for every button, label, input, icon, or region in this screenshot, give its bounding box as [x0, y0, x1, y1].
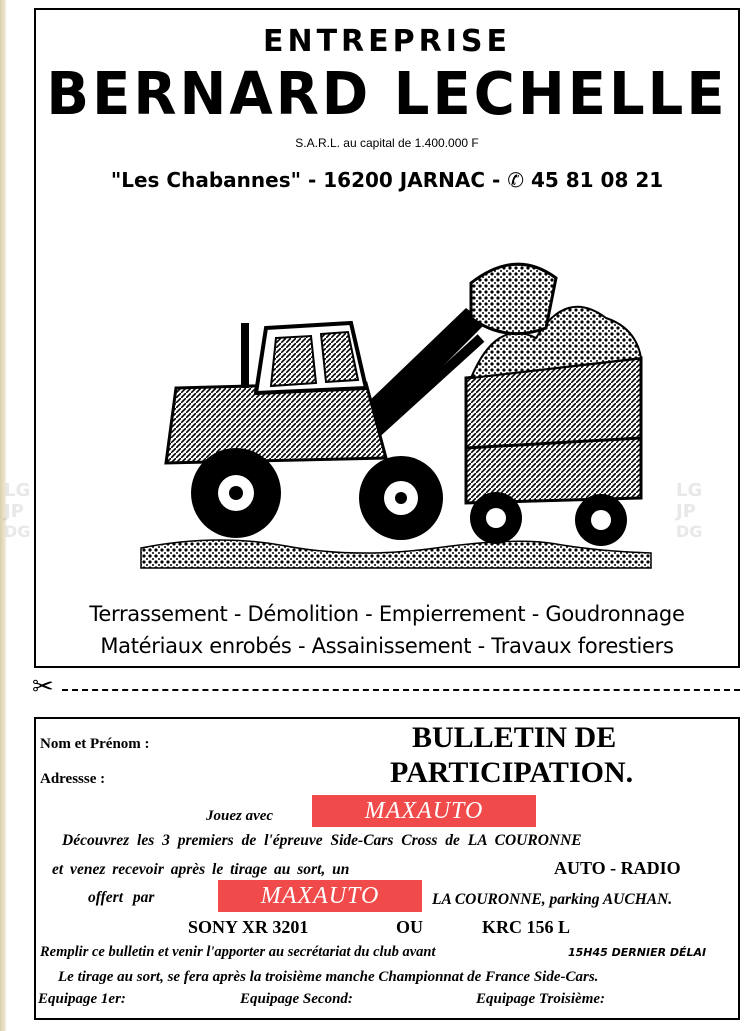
crew-second-label: Equipage Second:: [240, 991, 353, 1007]
watermark-logo: LG JP DG: [676, 480, 703, 541]
instructions-text: Remplir ce bulletin et venir l'apporter au secrétariat du club avant: [40, 944, 436, 960]
offered-by-text: offert par: [88, 889, 155, 906]
dashed-divider: [62, 689, 740, 691]
or-text: OU: [396, 917, 423, 937]
location-text: LA COURONNE, parking AUCHAN.: [432, 891, 673, 908]
play-with-text: Jouez avec: [206, 808, 274, 824]
wheel-loader-illustration: [136, 248, 656, 578]
deadline-text: 15H45 DERNIER DÉLAI: [568, 946, 707, 959]
prize-text: AUTO - RADIO: [554, 858, 681, 878]
address-label: Adressse :: [40, 771, 106, 787]
cut-line: [32, 672, 740, 701]
scissors-icon: ✂: [32, 672, 54, 701]
draw-note: Le tirage au sort, se fera après la troisième manche Championnat de France Side-Cars.: [58, 969, 599, 985]
company-address: "Les Chabannes" - 16200 JARNAC - ✆ 45 81 08 21: [110, 168, 664, 192]
ad-kicker: ENTREPRISE: [262, 24, 511, 59]
company-name: BERNARD LECHELLE: [46, 60, 728, 129]
sponsor-badge: MAXAUTO: [218, 880, 422, 912]
form-title-line-2: PARTICIPATION.: [390, 756, 634, 789]
crew-third-label: Equipage Troisième:: [476, 991, 606, 1007]
model-2: KRC 156 L: [482, 917, 571, 937]
advertisement: [34, 8, 740, 668]
services-line-2: Matériaux enrobés - Assainissement - Travaux forestiers: [100, 634, 674, 658]
company-capital: S.A.R.L. au capital de 1.400.000 F: [295, 136, 479, 150]
participation-form: [34, 717, 740, 1020]
model-1: SONY XR 3201: [188, 917, 309, 937]
watermark-logo: LG JP DG: [4, 480, 31, 541]
form-title-line-1: BULLETIN DE: [412, 721, 617, 754]
crew-first-label: Equipage 1er:: [38, 991, 126, 1007]
discover-text: Découvrez les 3 premiers de l'épreuve Side-Cars Cross de LA COURONNE: [62, 832, 582, 849]
come-receive-text: et venez recevoir après le tirage au sort, un: [52, 861, 350, 878]
sponsor-badge: MAXAUTO: [312, 795, 536, 827]
services-line-1: Terrassement - Démolition - Empierrement - Goudronnage: [89, 602, 685, 626]
name-label: Nom et Prénom :: [40, 736, 150, 752]
